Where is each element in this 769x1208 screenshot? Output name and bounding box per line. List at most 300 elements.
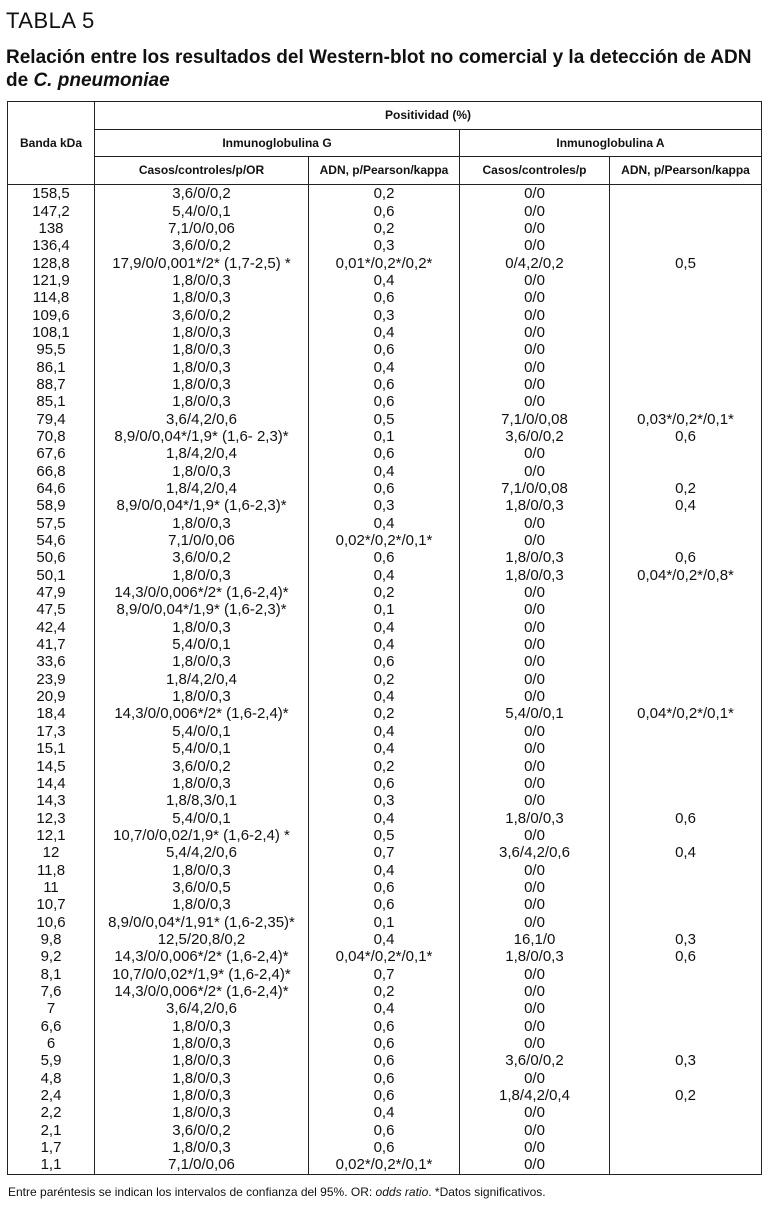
band-cell: 7,6	[40, 982, 62, 1000]
table-title	[6, 46, 761, 92]
igg-dna-cell: 0,6	[309, 1087, 460, 1104]
igg-cases-cell: 3,6/0/0,2	[95, 237, 309, 254]
iga-cases-cell: 0/0	[460, 532, 610, 549]
iga-dna-cell: 0,04*/0,2*/0,1*	[610, 705, 762, 722]
igg-dna-cell: 0,4	[309, 272, 460, 289]
iga-dna-cell	[610, 463, 762, 480]
igg-dna-cell: 0,6	[309, 1018, 460, 1035]
igg-dna-cell: 0,2	[309, 584, 460, 601]
iga-cases-cell: 5,4/0/0,1	[460, 705, 610, 722]
table-row	[8, 376, 762, 393]
iga-cases-cell: 0/0	[460, 202, 610, 219]
igg-dna-cell: 0,4	[309, 861, 460, 878]
igg-dna-cell: 0,2	[309, 983, 460, 1000]
igg-cases-cell: 17,9/0/0,001*/2* (1,7-2,5) *	[95, 254, 309, 271]
iga-dna-cell: 0,3	[610, 1052, 762, 1069]
iga-dna-cell	[610, 584, 762, 601]
igg-dna-cell: 0,6	[309, 341, 460, 358]
igg-cases-cell: 1,8/0/0,3	[95, 1070, 309, 1087]
iga-cases-cell: 0/0	[460, 272, 610, 289]
iga-dna-cell: 0,4	[610, 497, 762, 514]
table-row	[8, 792, 762, 809]
igg-dna-cell: 0,6	[309, 896, 460, 913]
igg-cases-cell: 1,8/0/0,3	[95, 393, 309, 410]
table-row	[8, 740, 762, 757]
igg-cases-cell: 1,8/0/0,3	[95, 1139, 309, 1156]
igg-dna-cell: 0,1	[309, 913, 460, 930]
iga-dna-cell	[610, 792, 762, 809]
band-cell: 54,6	[36, 532, 66, 550]
band-cell: 6,6	[40, 1017, 62, 1035]
iga-cases-cell: 0/0	[460, 1018, 610, 1035]
band-cell: 11,8	[36, 861, 66, 879]
igg-dna-cell: 0,3	[309, 792, 460, 809]
band-cell: 5,9	[40, 1052, 62, 1070]
table-row	[8, 723, 762, 740]
iga-cases-cell: 0/0	[460, 879, 610, 896]
band-cell: 88,7	[36, 375, 66, 393]
iga-dna-cell	[610, 671, 762, 688]
header-igg: Inmunoglobulina G	[95, 130, 460, 157]
igg-dna-cell: 0,4	[309, 1000, 460, 1017]
band-cell: 11	[43, 878, 59, 896]
igg-dna-cell: 0,2	[309, 185, 460, 203]
iga-cases-cell: 16,1/0	[460, 931, 610, 948]
iga-dna-cell	[610, 1104, 762, 1121]
band-cell: 138	[38, 219, 64, 237]
iga-cases-cell: 0/0	[460, 341, 610, 358]
igg-cases-cell: 3,6/4,2/0,6	[95, 1000, 309, 1017]
iga-cases-cell: 0/0	[460, 983, 610, 1000]
iga-dna-cell	[610, 220, 762, 237]
igg-cases-cell: 3,6/4,2/0,6	[95, 410, 309, 427]
igg-dna-cell: 0,01*/0,2*/0,2*	[309, 254, 460, 271]
iga-cases-cell: 7,1/0/0,08	[460, 410, 610, 427]
table-row	[8, 1000, 762, 1017]
table-row	[8, 1104, 762, 1121]
header-igg-dna: ADN, p/Pearson/kappa	[309, 157, 460, 185]
table-body	[8, 185, 762, 1175]
igg-cases-cell: 3,6/0/0,2	[95, 1122, 309, 1139]
igg-cases-cell: 7,1/0/0,06	[95, 1156, 309, 1174]
igg-cases-cell: 1,8/0/0,3	[95, 376, 309, 393]
footnote-odds-ratio: odds ratio	[375, 1185, 429, 1199]
table-row	[8, 844, 762, 861]
band-cell: 47,5	[36, 601, 66, 619]
iga-dna-cell	[610, 740, 762, 757]
igg-cases-cell: 1,8/4,2/0,4	[95, 445, 309, 462]
igg-dna-cell: 0,2	[309, 220, 460, 237]
results-table	[7, 101, 762, 1175]
table-row	[8, 463, 762, 480]
iga-cases-cell: 0/0	[460, 1070, 610, 1087]
igg-cases-cell: 5,4/0/0,1	[95, 202, 309, 219]
band-cell: 67,6	[36, 445, 66, 463]
igg-dna-cell: 0,6	[309, 202, 460, 219]
igg-dna-cell: 0,4	[309, 809, 460, 826]
table-row	[8, 688, 762, 705]
iga-cases-cell: 0/0	[460, 515, 610, 532]
igg-cases-cell: 1,8/0/0,3	[95, 619, 309, 636]
igg-cases-cell: 1,8/0/0,3	[95, 1018, 309, 1035]
iga-dna-cell	[610, 688, 762, 705]
igg-dna-cell: 0,04*/0,2*/0,1*	[309, 948, 460, 965]
igg-cases-cell: 1,8/0/0,3	[95, 341, 309, 358]
iga-cases-cell: 0/0	[460, 584, 610, 601]
igg-cases-cell: 1,8/4,2/0,4	[95, 480, 309, 497]
iga-cases-cell: 1,8/0/0,3	[460, 549, 610, 566]
iga-cases-cell: 1,8/0/0,3	[460, 567, 610, 584]
band-cell: 14,4	[36, 774, 66, 792]
iga-cases-cell: 0/0	[460, 1000, 610, 1017]
iga-cases-cell: 0/0	[460, 289, 610, 306]
iga-cases-cell: 1,8/4,2/0,4	[460, 1087, 610, 1104]
igg-dna-cell: 0,3	[309, 306, 460, 323]
band-cell: 50,1	[36, 566, 66, 584]
table-row	[8, 1035, 762, 1052]
band-cell: 47,9	[36, 584, 66, 602]
iga-dna-cell	[610, 723, 762, 740]
iga-cases-cell: 0/0	[460, 306, 610, 323]
table-row	[8, 1052, 762, 1069]
table-row	[8, 480, 762, 497]
iga-cases-cell: 0/0	[460, 965, 610, 982]
iga-cases-cell: 0/0	[460, 792, 610, 809]
band-cell: 10,7	[36, 896, 66, 914]
iga-dna-cell	[610, 1000, 762, 1017]
band-cell: 86,1	[36, 358, 66, 376]
table-row	[8, 775, 762, 792]
igg-dna-cell: 0,4	[309, 515, 460, 532]
band-cell: 10,6	[36, 913, 66, 931]
igg-cases-cell: 1,8/4,2/0,4	[95, 671, 309, 688]
table-row	[8, 272, 762, 289]
table-row	[8, 306, 762, 323]
band-cell: 121,9	[32, 271, 70, 289]
igg-dna-cell: 0,02*/0,2*/0,1*	[309, 532, 460, 549]
igg-cases-cell: 1,8/0/0,3	[95, 289, 309, 306]
igg-cases-cell: 10,7/0/0,02/1,9* (1,6-2,4) *	[95, 827, 309, 844]
igg-dna-cell: 0,6	[309, 1122, 460, 1139]
igg-dna-cell: 0,4	[309, 740, 460, 757]
iga-cases-cell: 0/0	[460, 913, 610, 930]
table-row	[8, 948, 762, 965]
iga-dna-cell: 0,2	[610, 1087, 762, 1104]
table-row	[8, 827, 762, 844]
igg-cases-cell: 3,6/0/0,2	[95, 549, 309, 566]
table-row	[8, 931, 762, 948]
igg-cases-cell: 3,6/0/0,5	[95, 879, 309, 896]
table-row	[8, 445, 762, 462]
band-cell: 6	[46, 1035, 56, 1053]
iga-dna-cell	[610, 445, 762, 462]
igg-cases-cell: 1,8/0/0,3	[95, 567, 309, 584]
igg-cases-cell: 1,8/0/0,3	[95, 653, 309, 670]
igg-dna-cell: 0,7	[309, 965, 460, 982]
igg-dna-cell: 0,5	[309, 827, 460, 844]
table-row	[8, 601, 762, 618]
igg-cases-cell: 1,8/0/0,3	[95, 775, 309, 792]
igg-dna-cell: 0,6	[309, 1035, 460, 1052]
igg-dna-cell: 0,3	[309, 237, 460, 254]
header-positivity: Positividad (%)	[95, 102, 762, 130]
iga-dna-cell	[610, 1035, 762, 1052]
band-cell: 9,2	[40, 948, 62, 966]
band-cell: 136,4	[32, 237, 70, 255]
igg-cases-cell: 1,8/0/0,3	[95, 688, 309, 705]
iga-dna-cell	[610, 289, 762, 306]
band-cell: 95,5	[36, 341, 66, 359]
title-text: Relación entre los resultados del Western-blot no comercial y la detección de ADN de	[6, 47, 752, 91]
iga-cases-cell: 0/4,2/0,2	[460, 254, 610, 271]
table-label: TABLA 5	[6, 8, 95, 33]
igg-cases-cell: 14,3/0/0,006*/2* (1,6-2,4)*	[95, 584, 309, 601]
band-cell: 4,8	[40, 1069, 62, 1087]
table-row	[8, 671, 762, 688]
iga-cases-cell: 0/0	[460, 393, 610, 410]
table-row	[8, 1018, 762, 1035]
iga-dna-cell	[610, 1018, 762, 1035]
igg-cases-cell: 8,9/0/0,04*/1,9* (1,6-2,3)*	[95, 601, 309, 618]
igg-cases-cell: 14,3/0/0,006*/2* (1,6-2,4)*	[95, 948, 309, 965]
header-band: Banda kDa	[8, 102, 95, 185]
iga-dna-cell: 0,3	[610, 931, 762, 948]
species-name: C. pneumoniae	[33, 70, 170, 91]
igg-dna-cell: 0,02*/0,2*/0,1*	[309, 1156, 460, 1174]
table-row	[8, 1139, 762, 1156]
iga-dna-cell	[610, 653, 762, 670]
band-cell: 64,6	[36, 480, 66, 498]
iga-dna-cell	[610, 1139, 762, 1156]
iga-dna-cell	[610, 1156, 762, 1174]
table-row	[8, 549, 762, 566]
igg-dna-cell: 0,6	[309, 393, 460, 410]
igg-dna-cell: 0,4	[309, 324, 460, 341]
table-row	[8, 705, 762, 722]
igg-cases-cell: 8,9/0/0,04*/1,9* (1,6- 2,3)*	[95, 428, 309, 445]
iga-dna-cell	[610, 827, 762, 844]
igg-dna-cell: 0,6	[309, 445, 460, 462]
igg-dna-cell: 0,7	[309, 844, 460, 861]
band-cell: 33,6	[36, 653, 66, 671]
iga-dna-cell: 0,6	[610, 809, 762, 826]
footnote-text: Entre paréntesis se indican los intervalos de confianza del 95%. OR:	[8, 1185, 376, 1199]
table-row	[8, 254, 762, 271]
iga-dna-cell: 0,4	[610, 844, 762, 861]
igg-cases-cell: 1,8/0/0,3	[95, 1104, 309, 1121]
igg-cases-cell: 3,6/0/0,2	[95, 757, 309, 774]
iga-dna-cell	[610, 636, 762, 653]
iga-dna-cell	[610, 324, 762, 341]
iga-dna-cell	[610, 879, 762, 896]
igg-cases-cell: 12,5/20,8/0,2	[95, 931, 309, 948]
igg-dna-cell: 0,4	[309, 1104, 460, 1121]
table-row	[8, 202, 762, 219]
igg-dna-cell: 0,6	[309, 653, 460, 670]
table-row	[8, 1122, 762, 1139]
iga-dna-cell	[610, 861, 762, 878]
igg-cases-cell: 1,8/0/0,3	[95, 861, 309, 878]
table-row	[8, 983, 762, 1000]
igg-dna-cell: 0,6	[309, 549, 460, 566]
igg-cases-cell: 5,4/0/0,1	[95, 809, 309, 826]
igg-cases-cell: 5,4/0/0,1	[95, 636, 309, 653]
igg-dna-cell: 0,4	[309, 463, 460, 480]
igg-dna-cell: 0,6	[309, 480, 460, 497]
iga-dna-cell	[610, 1122, 762, 1139]
table-row	[8, 1156, 762, 1174]
band-cell: 8,1	[40, 965, 62, 983]
table-row	[8, 515, 762, 532]
table-row	[8, 185, 762, 203]
iga-cases-cell: 0/0	[460, 723, 610, 740]
iga-cases-cell: 0/0	[460, 1035, 610, 1052]
igg-dna-cell: 0,2	[309, 705, 460, 722]
table-row	[8, 393, 762, 410]
iga-dna-cell: 0,2	[610, 480, 762, 497]
table-row	[8, 341, 762, 358]
table-row	[8, 410, 762, 427]
iga-dna-cell: 0,03*/0,2*/0,1*	[610, 410, 762, 427]
band-cell: 58,9	[36, 497, 66, 515]
igg-cases-cell: 10,7/0/0,02*/1,9* (1,6-2,4)*	[95, 965, 309, 982]
iga-cases-cell: 0/0	[460, 688, 610, 705]
header-iga: Inmunoglobulina A	[460, 130, 762, 157]
header-iga-cases: Casos/controles/p	[460, 157, 610, 185]
iga-cases-cell: 0/0	[460, 653, 610, 670]
band-cell: 20,9	[36, 688, 66, 706]
iga-cases-cell: 0/0	[460, 185, 610, 203]
iga-cases-cell: 0/0	[460, 896, 610, 913]
table-row	[8, 289, 762, 306]
iga-cases-cell: 3,6/0/0,2	[460, 428, 610, 445]
table-row	[8, 913, 762, 930]
igg-cases-cell: 14,3/0/0,006*/2* (1,6-2,4)*	[95, 983, 309, 1000]
igg-cases-cell: 1,8/0/0,3	[95, 515, 309, 532]
igg-dna-cell: 0,4	[309, 358, 460, 375]
iga-dna-cell	[610, 306, 762, 323]
iga-dna-cell: 0,04*/0,2*/0,8*	[610, 567, 762, 584]
igg-dna-cell: 0,6	[309, 1052, 460, 1069]
band-cell: 23,9	[36, 670, 66, 688]
iga-dna-cell	[610, 185, 762, 203]
iga-cases-cell: 0/0	[460, 1104, 610, 1121]
band-cell: 7	[46, 1000, 56, 1018]
band-cell: 108,1	[32, 323, 70, 341]
iga-cases-cell: 3,6/0/0,2	[460, 1052, 610, 1069]
band-cell: 12,3	[36, 809, 66, 827]
iga-cases-cell: 0/0	[460, 220, 610, 237]
band-cell: 14,3	[36, 792, 66, 810]
band-cell: 14,5	[36, 757, 66, 775]
iga-dna-cell	[610, 393, 762, 410]
table-row	[8, 1070, 762, 1087]
band-cell: 2,2	[40, 1104, 62, 1122]
iga-dna-cell	[610, 1070, 762, 1087]
iga-cases-cell: 0/0	[460, 775, 610, 792]
igg-dna-cell: 0,4	[309, 567, 460, 584]
igg-cases-cell: 5,4/4,2/0,6	[95, 844, 309, 861]
igg-dna-cell: 0,6	[309, 376, 460, 393]
iga-cases-cell: 0/0	[460, 827, 610, 844]
table-row	[8, 896, 762, 913]
iga-dna-cell	[610, 965, 762, 982]
iga-dna-cell	[610, 896, 762, 913]
iga-cases-cell: 0/0	[460, 671, 610, 688]
igg-dna-cell: 0,4	[309, 619, 460, 636]
band-cell: 2,4	[40, 1087, 62, 1105]
table-row	[8, 497, 762, 514]
table-row	[8, 220, 762, 237]
band-cell: 109,6	[32, 306, 70, 324]
band-cell: 85,1	[36, 393, 66, 411]
igg-cases-cell: 8,9/0/0,04*/1,91* (1,6-2,35)*	[95, 913, 309, 930]
table-row	[8, 879, 762, 896]
band-cell: 66,8	[36, 462, 66, 480]
igg-dna-cell: 0,3	[309, 497, 460, 514]
iga-dna-cell	[610, 619, 762, 636]
iga-cases-cell: 7,1/0/0,08	[460, 480, 610, 497]
igg-dna-cell: 0,5	[309, 410, 460, 427]
iga-cases-cell: 0/0	[460, 757, 610, 774]
igg-dna-cell: 0,6	[309, 289, 460, 306]
iga-cases-cell: 1,8/0/0,3	[460, 948, 610, 965]
table-row	[8, 757, 762, 774]
band-cell: 41,7	[36, 636, 66, 654]
igg-cases-cell: 1,8/0/0,3	[95, 1052, 309, 1069]
table-row	[8, 619, 762, 636]
iga-dna-cell	[610, 515, 762, 532]
table-row	[8, 237, 762, 254]
igg-dna-cell: 0,1	[309, 428, 460, 445]
iga-dna-cell	[610, 237, 762, 254]
iga-dna-cell: 0,6	[610, 549, 762, 566]
table-row	[8, 1087, 762, 1104]
iga-dna-cell	[610, 376, 762, 393]
igg-cases-cell: 1,8/8,3/0,1	[95, 792, 309, 809]
band-cell: 50,6	[36, 549, 66, 567]
iga-cases-cell: 0/0	[460, 601, 610, 618]
igg-cases-cell: 5,4/0/0,1	[95, 723, 309, 740]
igg-cases-cell: 1,8/0/0,3	[95, 272, 309, 289]
igg-cases-cell: 14,3/0/0,006*/2* (1,6-2,4)*	[95, 705, 309, 722]
band-cell: 15,1	[36, 740, 66, 758]
iga-cases-cell: 0/0	[460, 636, 610, 653]
igg-dna-cell: 0,4	[309, 636, 460, 653]
band-cell: 128,8	[32, 254, 70, 272]
header-igg-cases: Casos/controles/p/OR	[95, 157, 309, 185]
iga-dna-cell: 0,6	[610, 428, 762, 445]
igg-cases-cell: 1,8/0/0,3	[95, 1035, 309, 1052]
igg-cases-cell: 3,6/0/0,2	[95, 306, 309, 323]
igg-cases-cell: 1,8/0/0,3	[95, 324, 309, 341]
band-cell: 158,5	[32, 185, 70, 203]
band-cell: 17,3	[36, 722, 66, 740]
igg-dna-cell: 0,6	[309, 1070, 460, 1087]
band-cell: 79,4	[36, 410, 66, 428]
igg-cases-cell: 5,4/0/0,1	[95, 740, 309, 757]
footnote-significance: . *Datos significativos.	[428, 1185, 546, 1199]
igg-dna-cell: 0,6	[309, 775, 460, 792]
iga-cases-cell: 0/0	[460, 445, 610, 462]
table-row	[8, 567, 762, 584]
band-cell: 12	[42, 844, 60, 862]
table-row	[8, 653, 762, 670]
band-cell: 57,5	[36, 514, 66, 532]
band-cell: 70,8	[36, 427, 66, 445]
band-cell: 18,4	[36, 705, 66, 723]
iga-dna-cell	[610, 272, 762, 289]
